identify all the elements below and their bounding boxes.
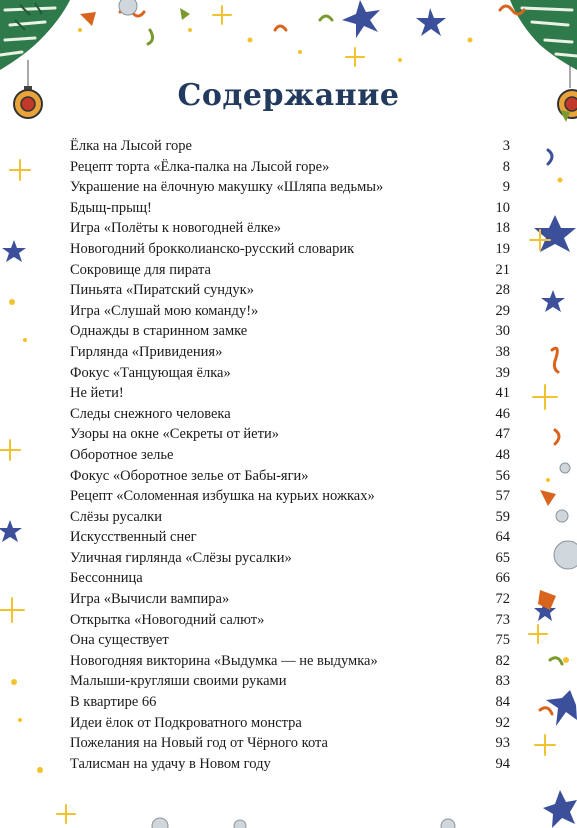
toc-entry-title: Украшение на ёлочную макушку «Шляпа ведьмы»	[70, 179, 384, 196]
toc-entry[interactable]	[70, 692, 510, 713]
toc-entry[interactable]	[70, 733, 510, 754]
toc-entry-page-number: 3	[502, 138, 510, 154]
toc-entry-page-number: 56	[495, 467, 510, 484]
toc-entry-page-number: 47	[495, 426, 510, 443]
toc-entry-page-number: 38	[495, 343, 510, 360]
toc-entry-title: Малыши-кругляши своими руками	[70, 673, 287, 690]
toc-entry-title: Уличная гирлянда «Слёзы русалки»	[70, 549, 292, 566]
table-of-contents	[70, 136, 510, 774]
toc-entry-title: Пиньята «Пиратский сундук»	[70, 282, 254, 299]
toc-entry[interactable]	[70, 527, 510, 548]
toc-entry[interactable]	[70, 260, 510, 281]
toc-entry-title: Оборотное зелье	[70, 446, 174, 463]
toc-entry-page-number: 93	[495, 735, 510, 752]
toc-entry[interactable]	[70, 342, 510, 363]
toc-entry[interactable]	[70, 218, 510, 239]
toc-entry-page-number: 82	[495, 652, 510, 669]
toc-entry[interactable]	[70, 198, 510, 219]
toc-entry-title: Новогодняя викторина «Выдумка — не выдумка»	[70, 652, 378, 669]
toc-entry[interactable]	[70, 651, 510, 672]
toc-entry-page-number: 75	[495, 632, 510, 649]
toc-entry-page-number: 92	[495, 714, 510, 731]
toc-entry-page-number: 64	[495, 529, 510, 546]
toc-entry-title: Игра «Вычисли вампира»	[70, 591, 230, 608]
toc-entry-title: Следы снежного человека	[70, 405, 231, 422]
toc-entry-page-number: 41	[495, 385, 510, 402]
toc-entry[interactable]	[70, 466, 510, 487]
toc-entry-title: Рецепт «Соломенная избушка на курьих ножках»	[70, 488, 375, 505]
toc-entry[interactable]	[70, 280, 510, 301]
fir-branch-top-right-icon	[510, 0, 577, 70]
toc-entry-page-number: 21	[495, 261, 510, 278]
page-title: Содержание	[177, 78, 400, 113]
toc-entry[interactable]	[70, 136, 510, 157]
toc-entry-title: Однажды в старинном замке	[70, 323, 248, 340]
toc-entry-page-number: 72	[495, 591, 510, 608]
toc-entry[interactable]	[70, 177, 510, 198]
toc-entry-title: Гирлянда «Привидения»	[70, 343, 223, 360]
toc-entry-page-number: 8	[502, 158, 510, 175]
toc-entry-page-number: 9	[502, 179, 510, 196]
toc-entry[interactable]	[70, 630, 510, 651]
toc-entry-title: Слёзы русалки	[70, 508, 162, 525]
toc-entry[interactable]	[70, 445, 510, 466]
toc-entry-page-number: 83	[495, 673, 510, 690]
toc-entry-page-number: 28	[495, 282, 510, 299]
toc-entry[interactable]	[70, 754, 510, 775]
toc-entry-page-number: 65	[495, 549, 510, 566]
toc-entry-title: Сокровище для пирата	[70, 261, 211, 278]
toc-entry[interactable]	[70, 713, 510, 734]
toc-entry-title: Бессонница	[70, 570, 143, 587]
toc-entry[interactable]	[70, 301, 510, 322]
toc-entry-title: Открытка «Новогодний салют»	[70, 611, 265, 628]
fir-branch-top-left-icon	[0, 0, 70, 70]
toc-entry-title: Не йети!	[70, 385, 124, 402]
toc-entry-title: Бдыщ-прыщ!	[70, 199, 152, 216]
toc-entry-title: Узоры на окне «Секреты от йети»	[70, 426, 279, 443]
toc-entry-page-number: 84	[495, 694, 510, 711]
toc-entry-title: Фокус «Оборотное зелье от Бабы-яги»	[70, 467, 309, 484]
toc-entry-page-number: 57	[495, 488, 510, 505]
toc-entry-page-number: 18	[495, 220, 510, 237]
toc-entry[interactable]	[70, 363, 510, 384]
toc-entry-title: Искусственный снег	[70, 529, 197, 546]
toc-entry[interactable]	[70, 157, 510, 178]
toc-entry[interactable]	[70, 383, 510, 404]
toc-entry-title: Идеи ёлок от Подкроватного монстра	[70, 714, 302, 731]
toc-entry-page-number: 94	[495, 755, 510, 772]
toc-entry-title: Пожелания на Новый год от Чёрного кота	[70, 735, 328, 752]
toc-entry[interactable]	[70, 671, 510, 692]
toc-entry-title: Фокус «Танцующая ёлка»	[70, 364, 231, 381]
toc-entry-title: Игра «Полёты к новогодней ёлке»	[70, 220, 281, 237]
toc-entry[interactable]	[70, 548, 510, 569]
toc-entry-title: Ёлка на Лысой горе	[70, 138, 192, 154]
toc-entry[interactable]	[70, 321, 510, 342]
toc-entry-page-number: 59	[495, 508, 510, 525]
toc-entry-title: Она существует	[70, 632, 169, 649]
toc-entry[interactable]	[70, 610, 510, 631]
toc-entry-title: Рецепт торта «Ёлка-палка на Лысой горе»	[70, 158, 330, 175]
toc-entry-title: Игра «Слушай мою команду!»	[70, 302, 259, 319]
toc-entry[interactable]	[70, 424, 510, 445]
toc-entry[interactable]	[70, 568, 510, 589]
toc-entry-page-number: 10	[495, 199, 510, 216]
toc-entry-page-number: 30	[495, 323, 510, 340]
toc-entry-page-number: 66	[495, 570, 510, 587]
toc-entry-page-number: 19	[495, 240, 510, 257]
toc-entry[interactable]	[70, 507, 510, 528]
toc-entry-page-number: 39	[495, 364, 510, 381]
toc-entry[interactable]	[70, 404, 510, 425]
toc-entry-title: Новогодний брокколианско-русский словарик	[70, 240, 355, 257]
toc-entry-title: Талисман на удачу в Новом году	[70, 755, 271, 772]
toc-entry-page-number: 48	[495, 446, 510, 463]
toc-entry-page-number: 46	[495, 405, 510, 422]
toc-entry-title: В квартире 66	[70, 694, 157, 711]
toc-entry[interactable]	[70, 486, 510, 507]
toc-entry[interactable]	[70, 589, 510, 610]
toc-entry-page-number: 29	[495, 302, 510, 319]
toc-entry[interactable]	[70, 239, 510, 260]
toc-entry-page-number: 73	[495, 611, 510, 628]
